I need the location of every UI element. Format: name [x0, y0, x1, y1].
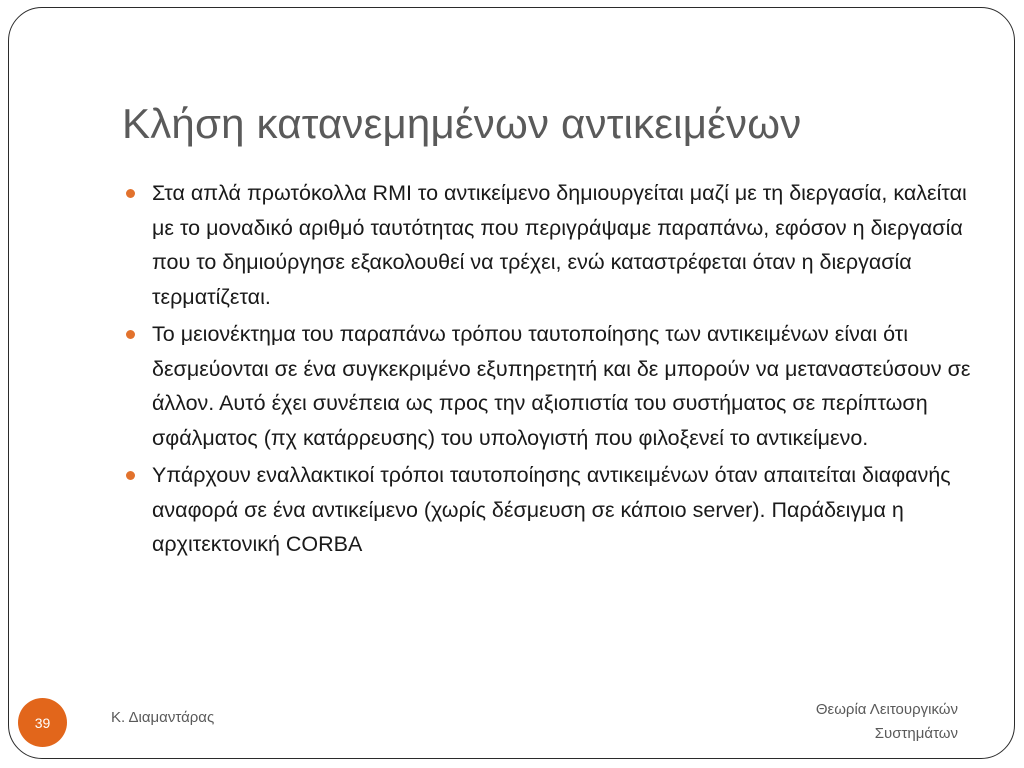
list-item	[125, 176, 975, 314]
page-number-badge: 39	[18, 698, 67, 747]
footer-course-line-2: Συστημάτων	[874, 725, 958, 742]
slide-frame	[8, 7, 1015, 759]
bullet-dot-icon	[126, 471, 135, 480]
footer-course-title	[816, 698, 958, 746]
footer-course-line-1: Θεωρία Λειτουργικών	[815, 701, 958, 718]
bullet-dot-icon	[126, 330, 135, 339]
bullet-dot-icon	[126, 189, 135, 198]
bullet-text: Το μειονέκτημα του παραπάνω τρόπου ταυτοποίησης των αντικειμένων είναι ότι δεσμεύονται σε ένα συγκεκριμένο εξυπηρετητή και δε μπορούν να μεταναστεύσουν σε άλλον. Αυτό έχει συνέπεια ως προς την αξιοπιστία του συστήματος σε περίπτωση σφάλματος (πχ κατάρρευσης) του υπολογιστή που φιλοξενεί το αντικείμενο.	[152, 322, 971, 450]
bullet-text: Υπάρχουν εναλλακτικοί τρόποι ταυτοποίησης αντικειμένων όταν απαιτείται διαφανής αναφορά σε ένα αντικείμενο (χωρίς δέσμευση σε κάποιο server). Παράδειγμα η αρχιτεκτονική CORBA	[152, 463, 951, 556]
footer-author: Κ. Διαμαντάρας	[111, 709, 215, 726]
slide-title: Κλήση κατανεμημένων αντικειμένων	[122, 100, 802, 147]
bullet-list	[125, 176, 975, 565]
list-item	[125, 317, 975, 455]
list-item	[125, 458, 975, 562]
bullet-text: Στα απλά πρωτόκολλα RMI το αντικείμενο δημιουργείται μαζί με τη διεργασία, καλείται με το μοναδικό αριθμό ταυτότητας που περιγράψαμε παραπάνω, εφόσον η διεργασία που το δημιούργησε εξακολουθεί να τρέχει, ενώ καταστρέφεται όταν η διεργασία τερματίζεται.	[152, 181, 967, 309]
